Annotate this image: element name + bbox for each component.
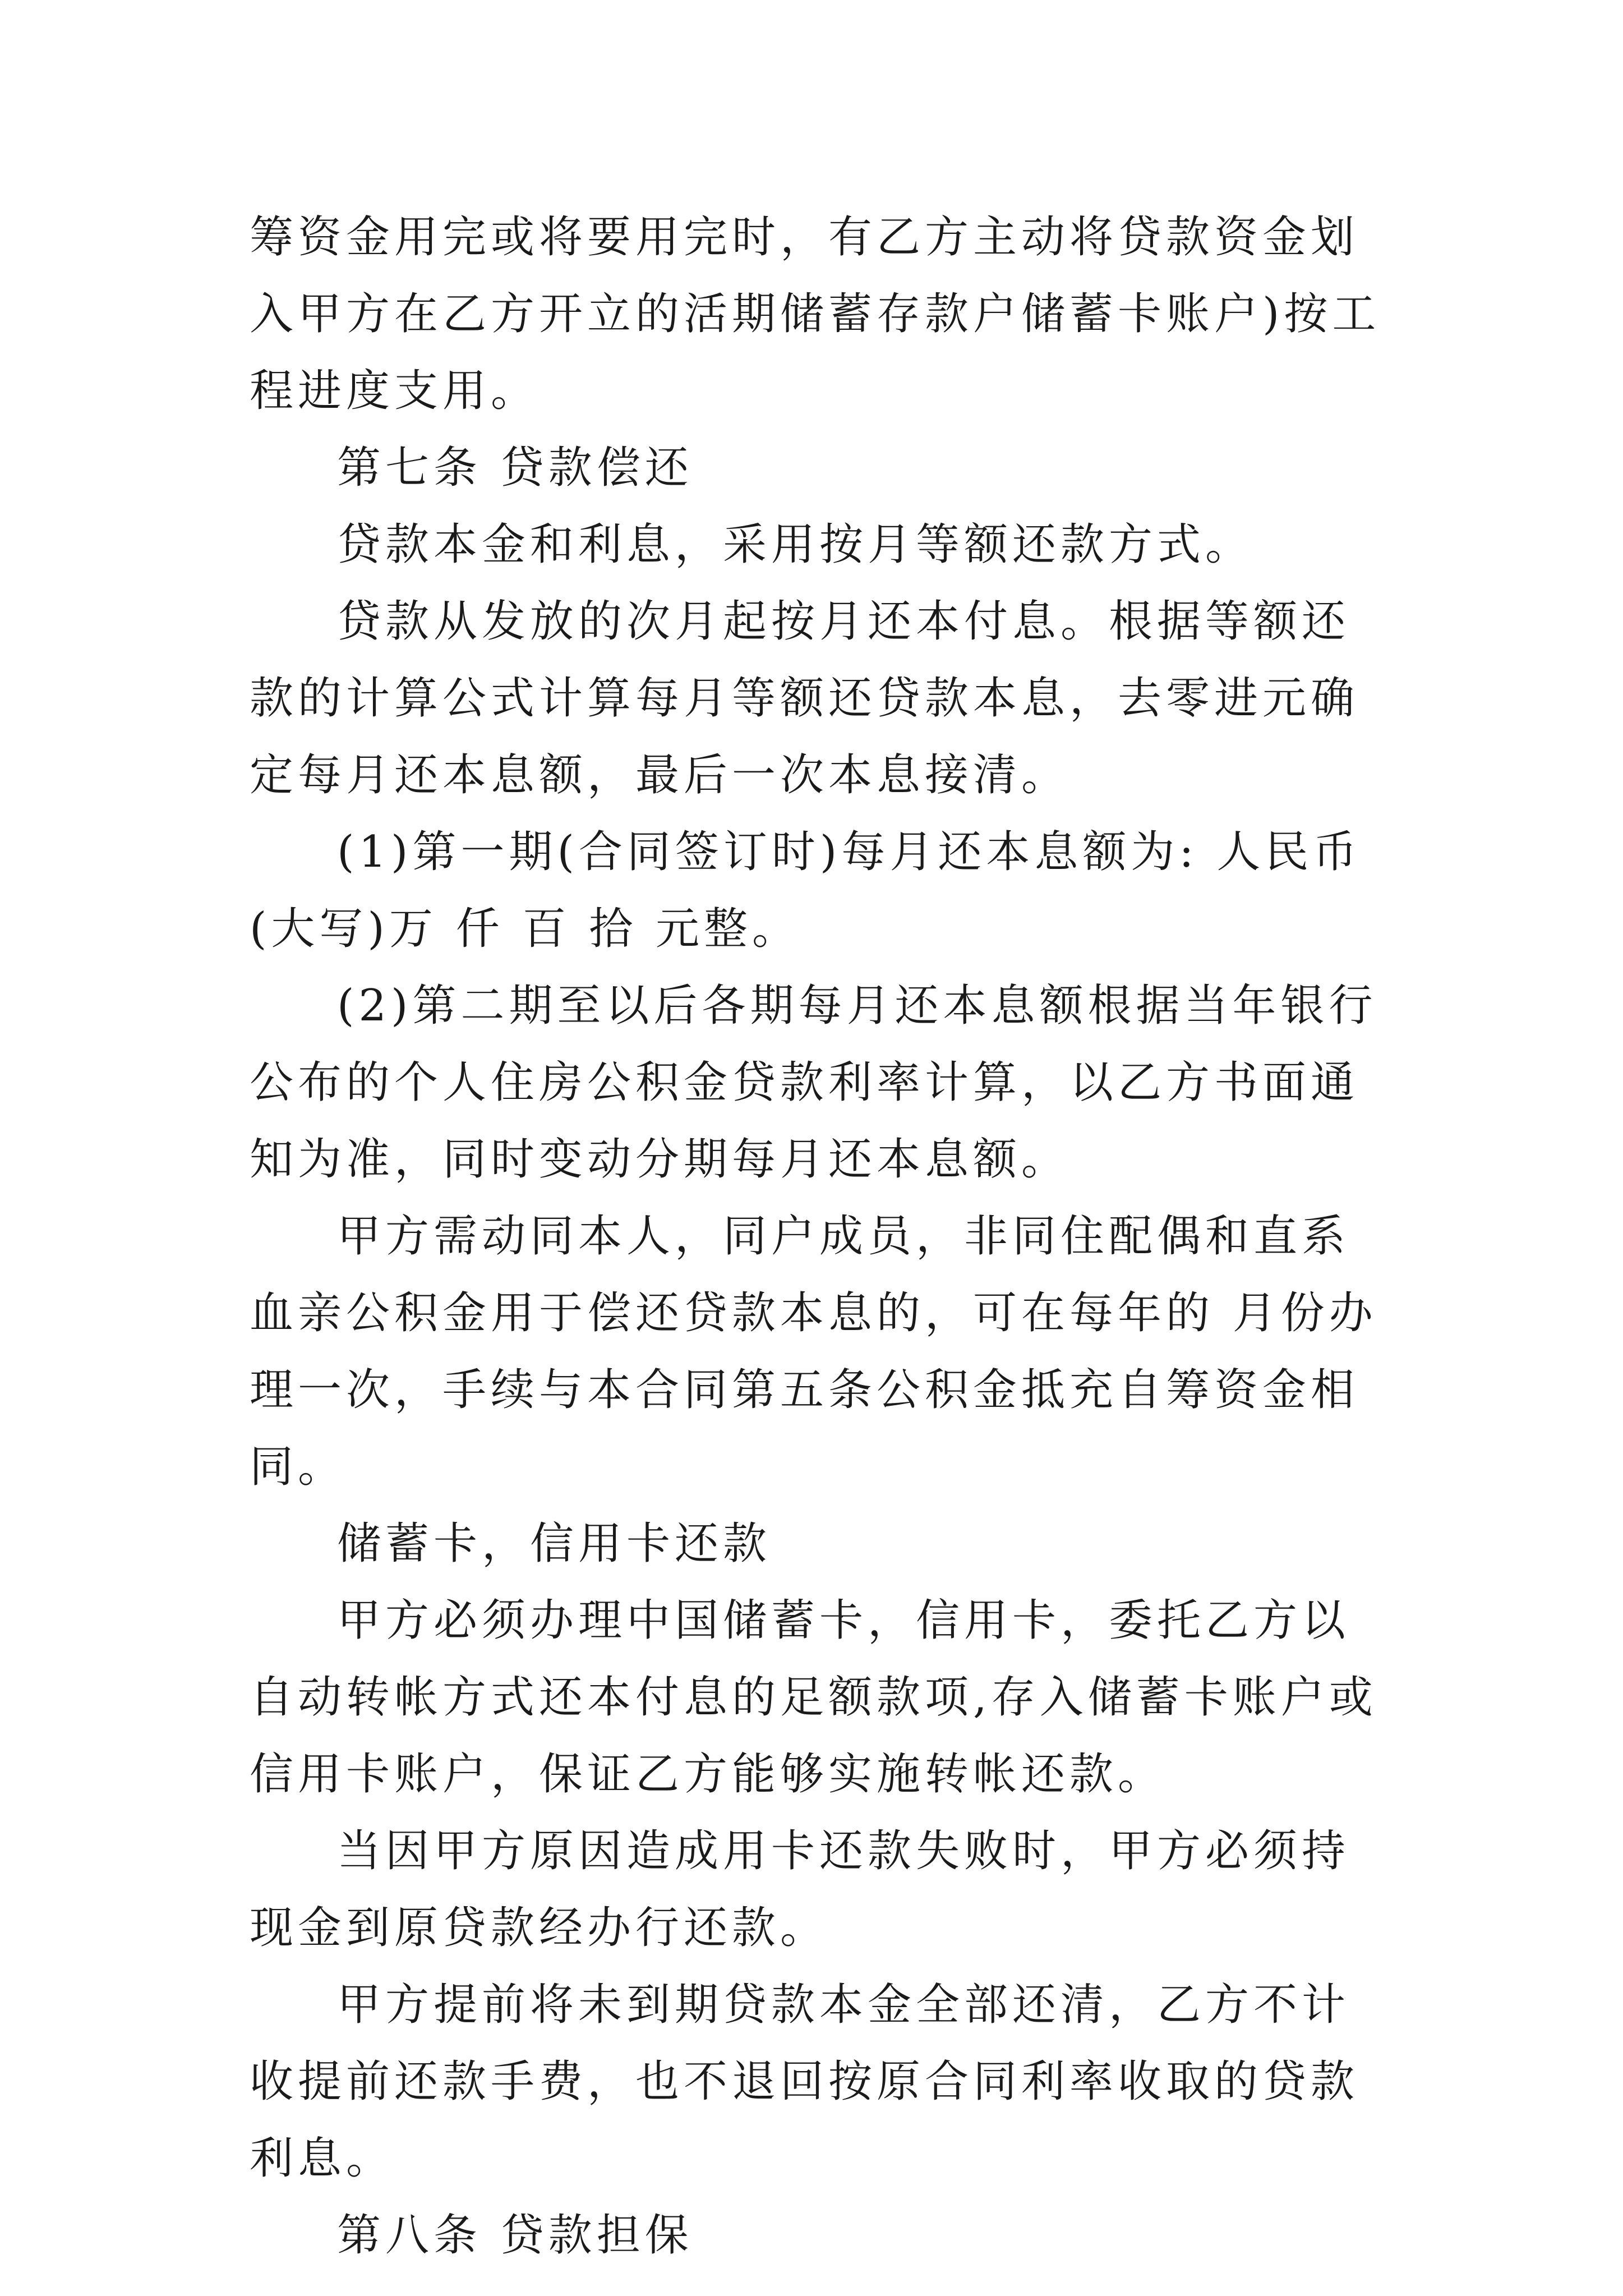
subheading-card-repayment: 储蓄卡，信用卡还款 bbox=[337, 1519, 772, 1569]
paragraph-repayment-method: 贷款本金和利息，采用按月等额还款方式。 bbox=[337, 519, 1254, 570]
document-body bbox=[250, 199, 1388, 2274]
paragraph-early-repayment: 甲方提前将未到期贷款本金全部还清，乙方不计收提前还款手费，也不退回按原合同利率收取的贷款利息。 bbox=[250, 1980, 1359, 2184]
article-8-heading: 第八条 贷款担保 bbox=[337, 2210, 693, 2261]
paragraph-provident-fund: 甲方需动同本人，同户成员，非同住配偶和直系血亲公积金用于偿还贷款本息的，可在每年的 月份办理一次，手续与本合同第五条公积金抵充自筹资金相同。 bbox=[250, 1211, 1377, 1492]
paragraph-monthly-repayment: 贷款从发放的次月起按月还本付息。根据等额还款的计算公式计算每月等额还贷款本息，去零进元确定每月还本息额，最后一次本息接清。 bbox=[250, 596, 1359, 800]
paragraph-first-period: (1)第一期(合同签订时)每月还本息额为: 人民币(大写)万 仟 百 拾 元整。 bbox=[250, 827, 1362, 954]
paragraph-card-transfer: 甲方必须办理中国储蓄卡，信用卡，委托乙方以自动转帐方式还本付息的足额款项,存入储蓄卡账户或信用卡账户，保证乙方能够实施转帐还款。 bbox=[250, 1595, 1377, 1800]
paragraph-card-failure: 当因甲方原因造成用卡还款失败时，甲方必须持现金到原贷款经办行还款。 bbox=[250, 1826, 1350, 1953]
article-7-heading: 第七条 贷款偿还 bbox=[337, 443, 693, 493]
paragraph-continuation: 筹资金用完或将要用完时，有乙方主动将贷款资金划入甲方在乙方开立的活期储蓄存款户储蓄卡账户)按工程进度支用。 bbox=[250, 212, 1381, 416]
paragraph-second-period: (2)第二期至以后各期每月还本息额根据当年银行公布的个人住房公积金贷款利率计算，以乙方书面通知为准，同时变动分期每月还本息额。 bbox=[250, 981, 1377, 1185]
